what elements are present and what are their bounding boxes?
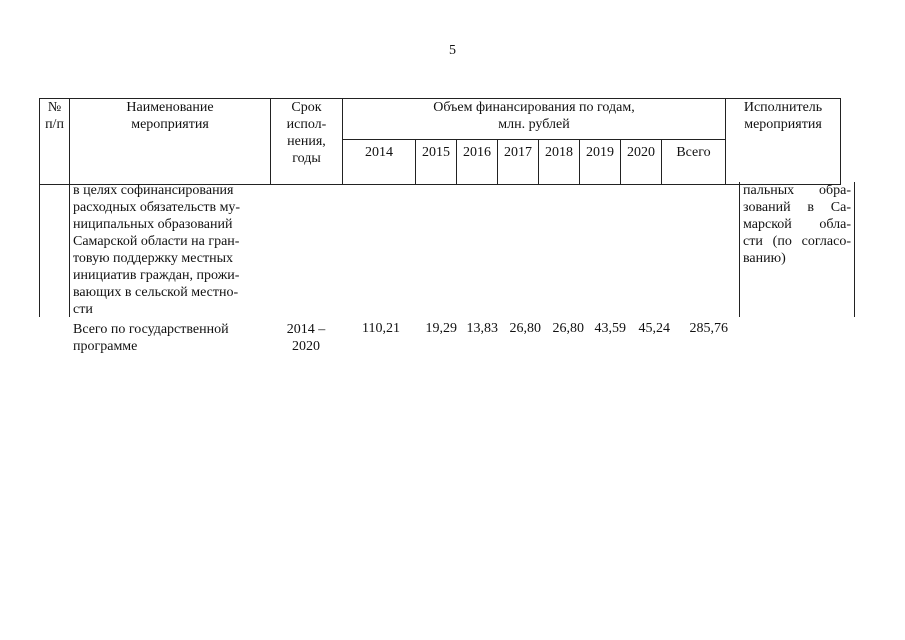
total-value-2015: 19,29	[425, 321, 457, 336]
header-year-2017: 2017	[498, 140, 539, 185]
total-value-2016: 13,83	[466, 321, 498, 336]
total-value-2020: 45,24	[638, 321, 670, 336]
total-value-all: 285,76	[689, 321, 728, 336]
table-border-line	[39, 182, 40, 317]
total-value-2014: 110,21	[362, 321, 400, 336]
total-value-2018: 26,80	[552, 321, 584, 336]
header-name: Наименование мероприятия	[70, 99, 271, 185]
header-year-2014: 2014	[343, 140, 416, 185]
header-num: № п/п	[40, 99, 70, 185]
header-year-2015: 2015	[416, 140, 457, 185]
continuation-name: в целях софинансирования расходных обязательств му- ниципальных образований Самарской области на гран- товую поддержку местных инициатив граждан, прожи- вающих в сельской местно- сти	[73, 183, 241, 317]
header-year-2018: 2018	[539, 140, 580, 185]
continuation-executor: пальных обра- зований в Са- марской обла- сти (по согласо- ванию)	[743, 183, 851, 266]
table-header	[39, 98, 841, 185]
header-executor: Исполнитель мероприятия	[726, 99, 841, 185]
total-row-name: Всего по государственной программе	[73, 322, 229, 354]
header-year-total: Всего	[662, 140, 726, 185]
header-financing: Объем финансирования по годам, млн. рублей	[343, 99, 726, 140]
header-year-2016: 2016	[457, 140, 498, 185]
table-border-line	[739, 182, 740, 317]
total-value-2017: 26,80	[509, 321, 541, 336]
table-border-line	[69, 182, 70, 317]
page-number: 5	[449, 43, 456, 58]
table-border-line	[854, 182, 855, 317]
total-value-2019: 43,59	[594, 321, 626, 336]
header-term: Срок испол- нения, годы	[271, 99, 343, 185]
header-year-2020: 2020	[621, 140, 662, 185]
header-year-2019: 2019	[580, 140, 621, 185]
total-row-term: 2014 – 2020	[286, 322, 326, 354]
